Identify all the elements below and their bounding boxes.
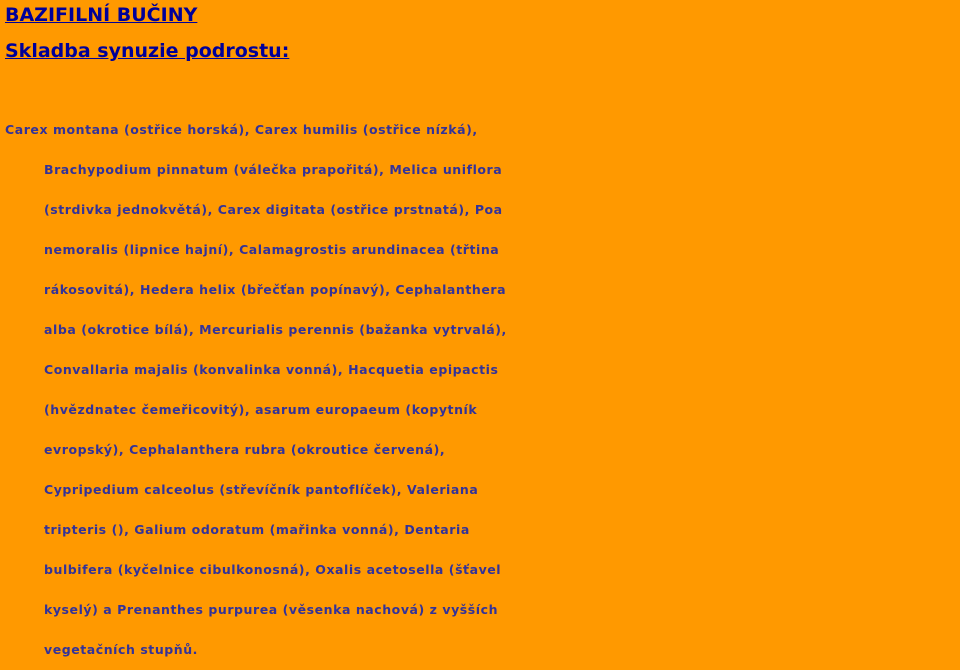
text-line: nemoralis (lipnice hajní), Calamagrostis arundinacea (třtina (44, 242, 500, 257)
slide-subtitle: Skladba synuzie podrostu: (5, 40, 290, 62)
slide-title: BAZIFILNÍ BUČINY (5, 4, 198, 26)
text-line: vegetačních stupňů. (44, 642, 198, 657)
text-line: rákosovitá), Hedera helix (břečťan popínavý), Cephalanthera (44, 282, 507, 297)
text-line: Cypripedium calceolus (střevíčník pantoflíček), Valeriana (44, 482, 479, 497)
species-list-paragraph (0, 110, 960, 670)
text-line: bulbifera (kyčelnice cibulkonosná), Oxalis acetosella (šťavel (44, 562, 502, 577)
text-line: Brachypodium pinnatum (válečka prapořitá), Melica uniflora (44, 162, 503, 177)
text-line: tripteris (), Galium odoratum (mařinka vonná), Dentaria (44, 522, 470, 537)
text-line: evropský), Cephalanthera rubra (okroutice červená), (44, 442, 446, 457)
text-line: kyselý) a Prenanthes purpurea (věsenka nachová) z vyšších (44, 602, 499, 617)
text-line: (strdivka jednokvětá), Carex digitata (ostřice prstnatá), Poa (44, 202, 503, 217)
text-line: (hvězdnatec čemeřicovitý), asarum europaeum (kopytník (44, 402, 478, 417)
text-line: Carex montana (ostřice horská), Carex humilis (ostřice nízká), (5, 122, 478, 137)
text-line: alba (okrotice bílá), Mercurialis perennis (bažanka vytrvalá), (44, 322, 507, 337)
text-line: Convallaria majalis (konvalinka vonná), Hacquetia epipactis (44, 362, 499, 377)
